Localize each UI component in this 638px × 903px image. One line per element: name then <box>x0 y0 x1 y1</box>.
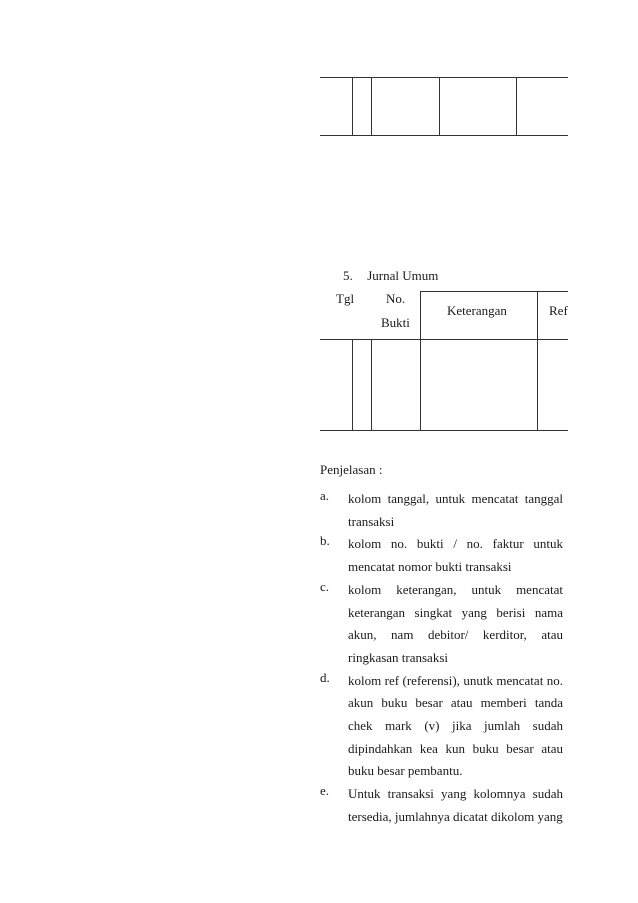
header-divider <box>420 291 421 339</box>
body-column-divider <box>352 339 353 430</box>
list-item-text: kolom keterangan, untuk mencatat keterangan singkat yang berisi nama akun, nam debitor/ kerditor, atau ringkasan transaksi <box>348 581 563 665</box>
table-bottom-border <box>320 135 568 136</box>
body-column-divider <box>537 339 538 430</box>
list-item-label: c. <box>320 578 330 594</box>
list-item-text: Untuk transaksi yang kolomnya sudah tersedia, jumlahnya dicatat dikolom yang <box>348 786 563 824</box>
section-title: Jurnal Umum <box>367 268 439 283</box>
body-column-divider <box>371 339 372 430</box>
body-column-divider <box>420 339 421 430</box>
body-top-border <box>320 339 568 340</box>
list-item-label: d. <box>320 669 330 685</box>
header-tgl: Tgl <box>336 291 355 306</box>
header-top-border <box>420 291 568 292</box>
table-column-divider <box>516 77 517 135</box>
header-keterangan: Keterangan <box>447 303 507 318</box>
section-heading <box>343 268 438 284</box>
list-item <box>320 670 563 784</box>
table-top-border <box>320 77 568 78</box>
list-item <box>320 579 563 670</box>
list-item <box>320 488 563 533</box>
list-item-text: kolom ref (referensi), unutk mencatat no. akun buku besar atau memberi tanda chek mark (v) jika jumlah sudah dipindahkan kea kun buku besar atau buku besar pembantu. <box>348 672 563 779</box>
list-item-label: b. <box>320 533 330 549</box>
header-divider <box>537 291 538 339</box>
list-item <box>320 783 563 828</box>
list-item-label: a. <box>320 488 330 503</box>
table-column-divider <box>352 77 353 135</box>
explanation-heading: Penjelasan : <box>320 462 383 477</box>
explanation-list <box>320 488 563 829</box>
list-item-text: kolom no. bukti / no. faktur untuk mencatat nomor bukti transaksi <box>348 536 563 575</box>
body-bottom-border <box>320 430 568 431</box>
header-no: No. <box>386 291 406 306</box>
section-number: 5. <box>343 268 353 283</box>
header-ref: Ref <box>549 303 568 318</box>
list-item <box>320 533 563 578</box>
table-column-divider <box>439 77 440 135</box>
list-item-label: e. <box>320 783 330 799</box>
list-item-text: kolom tanggal, untuk mencatat tanggal transaksi <box>348 491 563 529</box>
header-bukti: Bukti <box>381 315 410 330</box>
table-column-divider <box>371 77 372 135</box>
